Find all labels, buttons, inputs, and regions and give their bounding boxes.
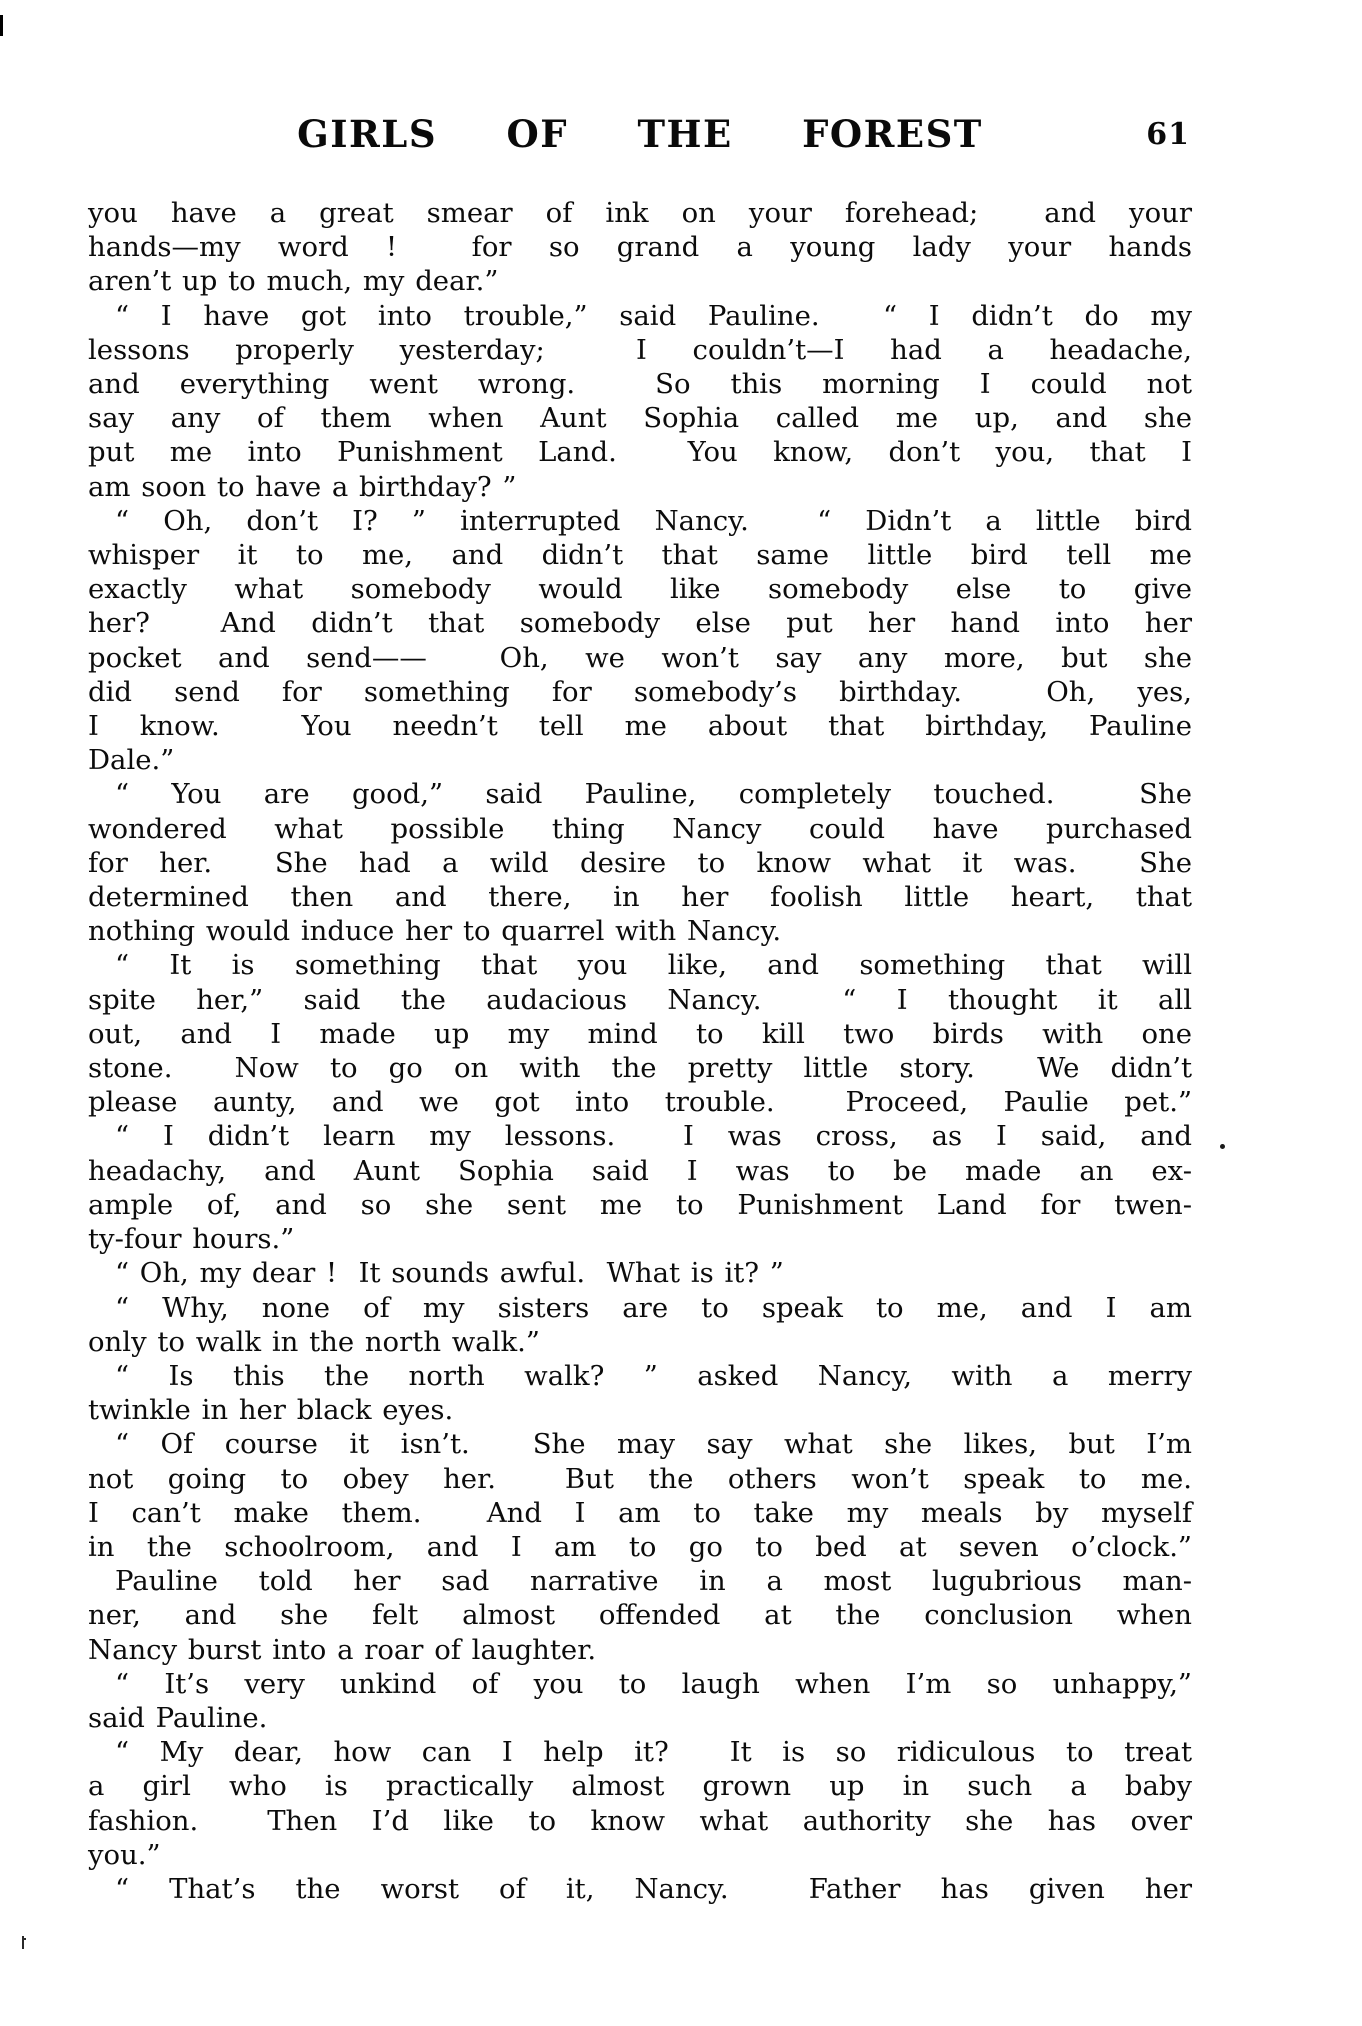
text-line: “ Oh, don’t I? ” interrupted Nancy. “ Didn’t a little bird xyxy=(115,504,1192,537)
text-line: ample of, and so she sent me to Punishment Land for twen- xyxy=(88,1188,1192,1221)
text-line: am soon to have a birthday? ” xyxy=(88,470,517,503)
text-line: “ That’s the worst of it, Nancy. Father has given her xyxy=(115,1872,1192,1905)
text-line: “ It’s very unkind of you to laugh when I’m so unhappy,” xyxy=(115,1667,1192,1700)
scan-artifact-ink-dot xyxy=(1220,1144,1225,1149)
text-line: determined then and there, in her foolish little heart, that xyxy=(88,881,1192,914)
text-line: aren’t up to much, my dear.” xyxy=(88,265,499,298)
text-line: hands—my word ! for so grand a young lady your hands xyxy=(88,231,1192,264)
text-line: only to walk in the north walk.” xyxy=(88,1325,540,1358)
text-line: for her. She had a wild desire to know what it was. She xyxy=(88,846,1192,879)
text-line: “ You are good,” said Pauline, completely touched. She xyxy=(115,778,1192,811)
text-line: say any of them when Aunt Sophia called me up, and she xyxy=(88,402,1192,435)
text-line: you have a great smear of ink on your forehead; and your xyxy=(88,197,1192,229)
text-line: “ Is this the north walk? ” asked Nancy, with a merry xyxy=(115,1359,1192,1392)
text-line: I can’t make them. And I am to take my meals by myself xyxy=(88,1496,1192,1529)
text-line: nothing would induce her to quarrel with Nancy. xyxy=(88,915,782,948)
text-line: twinkle in her black eyes. xyxy=(88,1394,454,1427)
text-line: fashion. Then I’d like to know what authority she has over xyxy=(88,1804,1192,1837)
text-line: in the schoolroom, and I am to go to bed at seven o’clock.” xyxy=(88,1530,1192,1563)
text-line: headachy, and Aunt Sophia said I was to be made an ex- xyxy=(88,1154,1192,1187)
text-line: Dale.” xyxy=(88,744,175,777)
page-number: 61 xyxy=(1146,117,1190,152)
text-line: did send for something for somebody’s birthday. Oh, yes, xyxy=(88,675,1192,708)
scan-artifact-edge-bar xyxy=(0,15,3,36)
text-line: pocket and send—— Oh, we won’t say any more, but she xyxy=(88,641,1192,674)
text-line: Pauline told her sad narrative in a most lugubrious man- xyxy=(115,1565,1192,1598)
page-text xyxy=(88,196,1192,1906)
text-line: her? And didn’t that somebody else put her hand into her xyxy=(88,607,1192,640)
running-title: GIRLS OF THE FOREST xyxy=(297,112,983,156)
text-line: ner, and she felt almost offended at the conclusion when xyxy=(88,1599,1192,1632)
scan-artifact-ink-mark xyxy=(22,1936,24,1949)
text-line: Nancy burst into a roar of laughter. xyxy=(88,1633,597,1666)
text-line: out, and I made up my mind to kill two birds with one xyxy=(88,1017,1192,1050)
text-line: “ It is something that you like, and something that will xyxy=(115,949,1192,982)
text-line: put me into Punishment Land. You know, don’t you, that I xyxy=(88,436,1192,469)
text-line: spite her,” said the audacious Nancy. “ I thought it all xyxy=(88,983,1192,1016)
text-line: I know. You needn’t tell me about that birthday, Pauline xyxy=(88,710,1192,743)
text-line: and everything went wrong. So this morning I could not xyxy=(88,368,1192,401)
text-line: said Pauline. xyxy=(88,1701,268,1734)
text-line: stone. Now to go on with the pretty little story. We didn’t xyxy=(88,1052,1192,1085)
text-line: exactly what somebody would like somebody else to give xyxy=(88,573,1192,606)
text-line: “ Why, none of my sisters are to speak to me, and I am xyxy=(115,1291,1192,1324)
text-line: “ I have got into trouble,” said Pauline. “ I didn’t do my xyxy=(115,299,1192,332)
page-header xyxy=(88,112,1192,172)
text-line: a girl who is practically almost grown up in such a baby xyxy=(88,1770,1192,1803)
text-line: you.” xyxy=(88,1838,161,1871)
text-line: please aunty, and we got into trouble. Proceed, Paulie pet.” xyxy=(88,1086,1192,1119)
text-line: not going to obey her. But the others won’t speak to me. xyxy=(88,1462,1192,1495)
text-line: “ Oh, my dear ! It sounds awful. What is it? ” xyxy=(115,1257,784,1290)
text-line: “ I didn’t learn my lessons. I was cross, as I said, and xyxy=(115,1120,1192,1153)
text-line: ty-four hours.” xyxy=(88,1223,295,1256)
text-line: whisper it to me, and didn’t that same little bird tell me xyxy=(88,539,1192,572)
text-line: lessons properly yesterday; I couldn’t—I had a headache, xyxy=(88,333,1192,366)
text-line: wondered what possible thing Nancy could have purchased xyxy=(88,812,1192,845)
text-line: “ Of course it isn’t. She may say what she likes, but I’m xyxy=(115,1428,1192,1461)
text-line: “ My dear, how can I help it? It is so ridiculous to treat xyxy=(115,1736,1192,1769)
